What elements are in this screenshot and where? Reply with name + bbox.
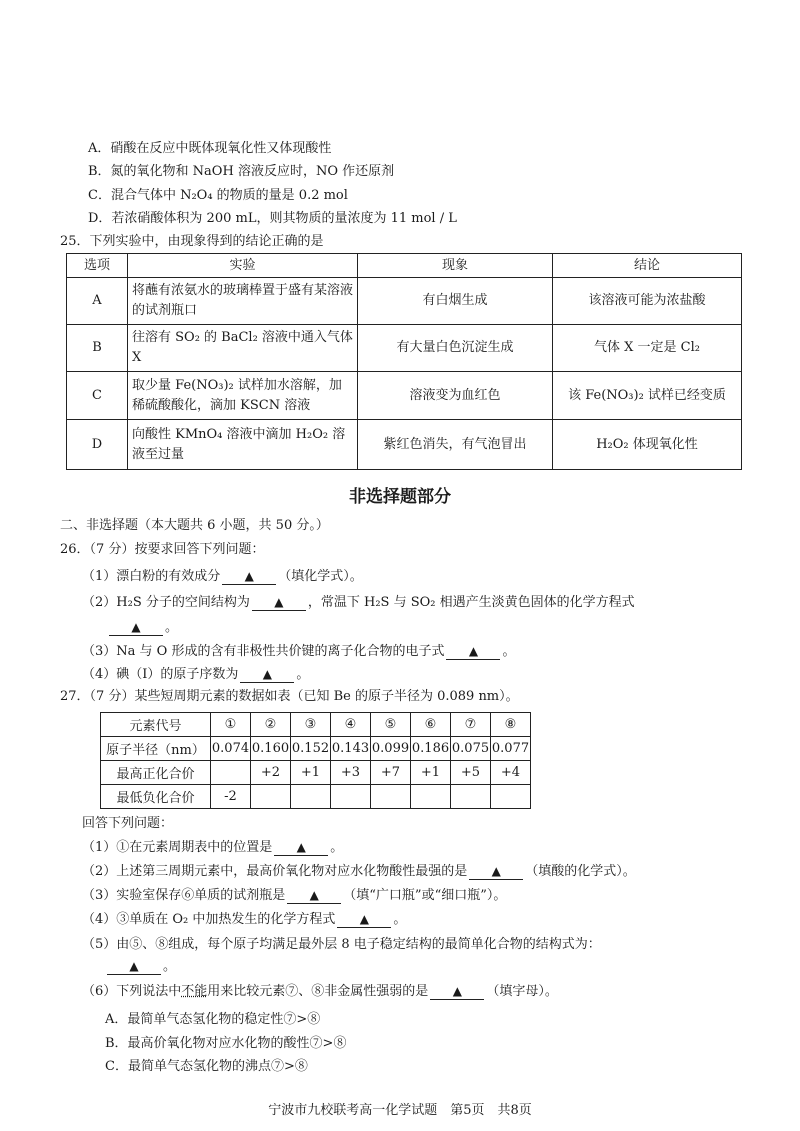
text: （6）下列说法中	[82, 984, 182, 999]
q26-part1	[82, 567, 363, 587]
answer-blank[interactable]: ▲	[287, 887, 341, 904]
q27-option-a: A．最简单气态氢化物的稳定性⑦>⑧	[105, 1012, 321, 1027]
q24-option-d: D．若浓硝酸体积为 200 mL，则其物质的量浓度为 11 mol / L	[88, 211, 457, 226]
section-title: 非选择题部分	[349, 487, 451, 507]
text: 用来比较元素⑦、⑧非金属性强弱的是	[207, 984, 429, 999]
table-row-codes	[101, 713, 531, 737]
conclusion-cell: 该 Fe(NO₃)₂ 试样已经变质	[553, 372, 742, 420]
valence-cell: +2	[251, 761, 291, 785]
text: 。	[393, 912, 407, 927]
text: （1）①在元素周期表中的位置是	[82, 840, 273, 855]
option-cell: D	[67, 420, 128, 470]
radius-cell: 0.143	[331, 737, 371, 761]
code-cell: ②	[251, 713, 291, 737]
valence-cell	[211, 761, 251, 785]
valence-cell	[331, 785, 371, 809]
q26-part2-cont	[107, 618, 178, 638]
table-row-max-valence	[101, 761, 531, 785]
section-intro: 二、非选择题（本大题共 6 小题，共 50 分。）	[60, 518, 329, 533]
text: （填“广口瓶”或“细口瓶”）。	[343, 888, 507, 903]
valence-cell: +1	[411, 761, 451, 785]
header-cell: 选项	[67, 254, 128, 278]
radius-cell: 0.075	[451, 737, 491, 761]
phenomenon-cell: 有大量白色沉淀生成	[358, 325, 553, 372]
emphasis-text: 不能	[181, 984, 208, 999]
q24-option-c: C．混合气体中 N₂O₄ 的物质的量是 0.2 mol	[88, 188, 348, 203]
phenomenon-cell: 有白烟生成	[358, 278, 553, 325]
valence-cell: -2	[211, 785, 251, 809]
experiment-cell: 往溶有 SO₂ 的 BaCl₂ 溶液中通入气体 X	[128, 325, 358, 372]
text: 。	[296, 667, 310, 682]
valence-cell	[251, 785, 291, 809]
answer-blank[interactable]: ▲	[109, 619, 163, 636]
code-cell: ⑤	[371, 713, 411, 737]
q26-part3	[82, 642, 515, 662]
experiment-cell: 将蘸有浓氨水的玻璃棒置于盛有某溶液的试剂瓶口	[128, 278, 358, 325]
q27-part5: （5）由⑤、⑧组成，每个原子均满足最外层 8 电子稳定结构的最简单化合物的结构式为：	[82, 937, 601, 952]
valence-cell	[291, 785, 331, 809]
q26-stem: 26．（7 分）按要求回答下列问题：	[60, 542, 265, 557]
text: （4）碘（I）的原子序数为	[82, 667, 239, 682]
table-row	[67, 372, 742, 420]
code-cell: ①	[211, 713, 251, 737]
answer-blank[interactable]: ▲	[430, 983, 484, 1000]
q25-stem: 25．下列实验中，由现象得到的结论正确的是	[60, 234, 324, 249]
text: （填字母）。	[486, 984, 558, 999]
q27-option-b: B．最高价氧化物对应水化物的酸性⑦>⑧	[105, 1036, 347, 1051]
code-cell: ⑧	[491, 713, 531, 737]
text: 。	[330, 840, 344, 855]
text: ，常温下 H₂S 与 SO₂ 相遇产生淡黄色固体的化学方程式	[307, 595, 635, 610]
valence-cell: +3	[331, 761, 371, 785]
row-label: 最高正化合价	[101, 761, 211, 785]
table-row	[67, 325, 742, 372]
valence-cell	[451, 785, 491, 809]
text: （3）Na 与 O 形成的含有非极性共价键的离子化合物的电子式	[82, 644, 445, 659]
answer-blank[interactable]: ▲	[337, 911, 391, 928]
text: （填酸的化学式）。	[525, 864, 636, 879]
text: 。	[165, 620, 179, 635]
radius-cell: 0.077	[491, 737, 531, 761]
text: （4）③单质在 O₂ 中加热发生的化学方程式	[82, 912, 336, 927]
answer-blank[interactable]: ▲	[469, 863, 523, 880]
radius-cell: 0.074	[211, 737, 251, 761]
valence-cell: +5	[451, 761, 491, 785]
q27-answer-intro: 回答下列问题：	[82, 816, 174, 831]
phenomenon-cell: 紫红色消失，有气泡冒出	[358, 420, 553, 470]
row-label: 最低负化合价	[101, 785, 211, 809]
answer-blank[interactable]: ▲	[240, 666, 294, 683]
valence-cell: +7	[371, 761, 411, 785]
text: （2）上述第三周期元素中，最高价氧化物对应水化物酸性最强的是	[82, 864, 468, 879]
answer-blank[interactable]: ▲	[252, 594, 306, 611]
q25-table	[66, 253, 742, 470]
conclusion-cell: H₂O₂ 体现氧化性	[553, 420, 742, 470]
header-cell: 结论	[553, 254, 742, 278]
radius-cell: 0.099	[371, 737, 411, 761]
q27-option-c: C．最简单气态氢化物的沸点⑦>⑧	[105, 1059, 308, 1074]
valence-cell	[491, 785, 531, 809]
conclusion-cell: 气体 X 一定是 Cl₂	[553, 325, 742, 372]
row-label: 元素代号	[101, 713, 211, 737]
header-cell: 现象	[358, 254, 553, 278]
q26-part2	[82, 593, 635, 613]
page-footer: 宁波市九校联考高一化学试题 第5页 共8页	[268, 1103, 532, 1118]
q27-part4	[82, 910, 406, 930]
header-cell: 实验	[128, 254, 358, 278]
q27-part6	[82, 982, 558, 1002]
code-cell: ⑥	[411, 713, 451, 737]
answer-blank[interactable]: ▲	[446, 643, 500, 660]
option-cell: B	[67, 325, 128, 372]
radius-cell: 0.152	[291, 737, 331, 761]
q24-option-a: A．硝酸在反应中既体现氧化性又体现酸性	[88, 141, 332, 156]
conclusion-cell: 该溶液可能为浓盐酸	[553, 278, 742, 325]
option-cell: C	[67, 372, 128, 420]
code-cell: ③	[291, 713, 331, 737]
q27-element-table	[100, 712, 531, 809]
code-cell: ④	[331, 713, 371, 737]
text: 。	[502, 644, 516, 659]
radius-cell: 0.160	[251, 737, 291, 761]
experiment-cell: 向酸性 KMnO₄ 溶液中滴加 H₂O₂ 溶液至过量	[128, 420, 358, 470]
phenomenon-cell: 溶液变为血红色	[358, 372, 553, 420]
answer-blank[interactable]: ▲	[222, 568, 276, 585]
option-cell: A	[67, 278, 128, 325]
text: （填化学式）。	[278, 569, 363, 584]
text: （1）漂白粉的有效成分	[82, 569, 221, 584]
answer-blank[interactable]: ▲	[107, 958, 161, 975]
row-label: 原子半径（nm）	[101, 737, 211, 761]
valence-cell: +4	[491, 761, 531, 785]
experiment-cell: 取少量 Fe(NO₃)₂ 试样加水溶解，加稀硫酸酸化，滴加 KSCN 溶液	[128, 372, 358, 420]
table-header-row	[67, 254, 742, 278]
radius-cell: 0.186	[411, 737, 451, 761]
valence-cell	[371, 785, 411, 809]
table-row	[67, 420, 742, 470]
valence-cell	[411, 785, 451, 809]
q27-part5-cont	[105, 957, 176, 977]
code-cell: ⑦	[451, 713, 491, 737]
answer-blank[interactable]: ▲	[274, 839, 328, 856]
text: （3）实验室保存⑥单质的试剂瓶是	[82, 888, 286, 903]
q27-part1	[82, 838, 343, 858]
q26-part4	[82, 665, 309, 685]
table-row	[67, 278, 742, 325]
table-row-min-valence	[101, 785, 531, 809]
q27-stem: 27．（7 分）某些短周期元素的数据如表（已知 Be 的原子半径为 0.089 nm）。	[60, 689, 519, 704]
table-row-radius	[101, 737, 531, 761]
q27-part2	[82, 862, 636, 882]
q27-part3	[82, 886, 506, 906]
text: （2）H₂S 分子的空间结构为	[82, 595, 250, 610]
text: 。	[163, 959, 177, 974]
valence-cell: +1	[291, 761, 331, 785]
q24-option-b: B．氮的氧化物和 NaOH 溶液反应时，NO 作还原剂	[88, 164, 395, 179]
